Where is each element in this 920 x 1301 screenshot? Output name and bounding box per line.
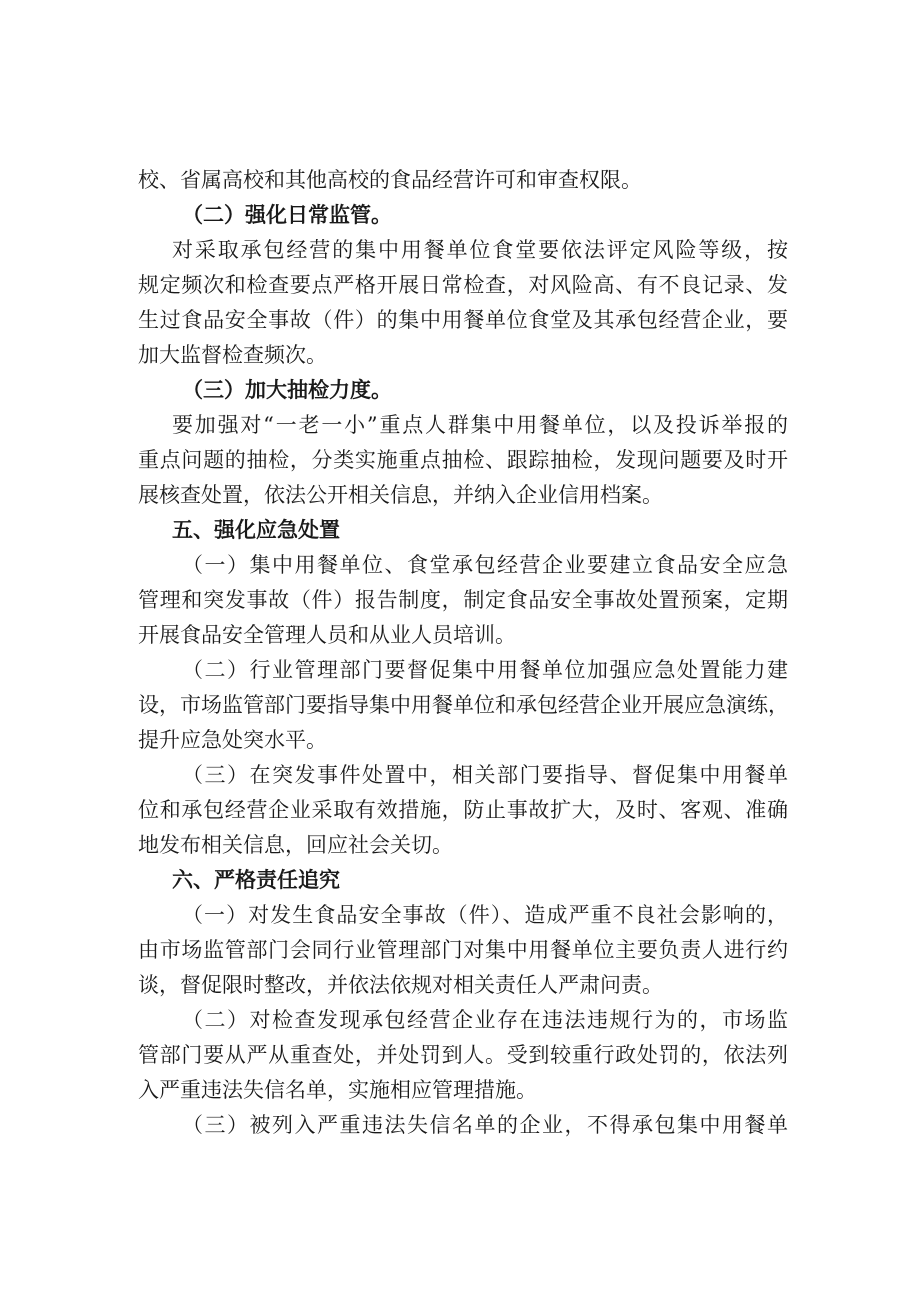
text-line: 重点问题的抽检，分类实施重点抽检、跟踪抽检，发现问题要及时开: [138, 448, 788, 472]
section-subheading: （三）加大抽检力度。: [182, 378, 392, 402]
text-line: 管理和突发事故（件）报告制度，制定食品安全事故处置预案，定期: [138, 588, 788, 612]
text-line: 展核查处置，依法公开相关信息，并纳入企业信用档案。: [138, 483, 663, 507]
text-line: 入严重违法失信名单，实施相应管理措施。: [138, 1078, 537, 1102]
text-line: （三）在突发事件处置中，相关部门要指导、督促集中用餐单: [182, 763, 788, 787]
text-line: 谈，督促限时整改，并依法依规对相关责任人严肃问责。: [138, 973, 663, 997]
text-line: 提升应急处突水平。: [138, 728, 327, 752]
text-line: 要加强对“一老一小”重点人群集中用餐单位，以及投诉举报的: [172, 413, 788, 437]
section-heading: 五、强化应急处置: [172, 518, 340, 542]
section-heading: 六、严格责任追究: [172, 868, 340, 892]
text-line: 位和承包经营企业采取有效措施，防止事故扩大，及时、客观、准确: [138, 798, 788, 822]
section-subheading: （二）强化日常监管。: [182, 203, 392, 227]
text-line: 对采取承包经营的集中用餐单位食堂要依法评定风险等级，按: [172, 238, 788, 262]
text-line: （二）行业管理部门要督促集中用餐单位加强应急处置能力建: [182, 658, 788, 682]
text-line: （二）对检查发现承包经营企业存在违法违规行为的，市场监: [182, 1008, 788, 1032]
text-line: （一）集中用餐单位、食堂承包经营企业要建立食品安全应急: [182, 553, 788, 577]
document-page: [138, 163, 788, 1143]
text-line: 地发布相关信息，回应社会关切。: [138, 833, 453, 857]
text-line: 规定频次和检查要点严格开展日常检查，对风险高、有不良记录、发: [138, 273, 788, 297]
text-line: 设，市场监管部门要指导集中用餐单位和承包经营企业开展应急演练，: [138, 693, 789, 717]
text-line: 校、省属高校和其他高校的食品经营许可和审查权限。: [138, 168, 642, 192]
text-line: 管部门要从严从重查处，并处罚到人。受到较重行政处罚的，依法列: [138, 1043, 788, 1067]
text-line: 由市场监管部门会同行业管理部门对集中用餐单位主要负责人进行约: [138, 938, 788, 962]
text-line: 开展食品安全管理人员和从业人员培训。: [138, 623, 516, 647]
text-line: 加大监督检查频次。: [138, 343, 327, 367]
text-line: （三）被列入严重违法失信名单的企业，不得承包集中用餐单: [182, 1113, 788, 1137]
text-line: （一）对发生食品安全事故（件）、造成严重不良社会影响的，: [182, 903, 788, 927]
text-line: 生过食品安全事故（件）的集中用餐单位食堂及其承包经营企业，要: [138, 308, 788, 332]
